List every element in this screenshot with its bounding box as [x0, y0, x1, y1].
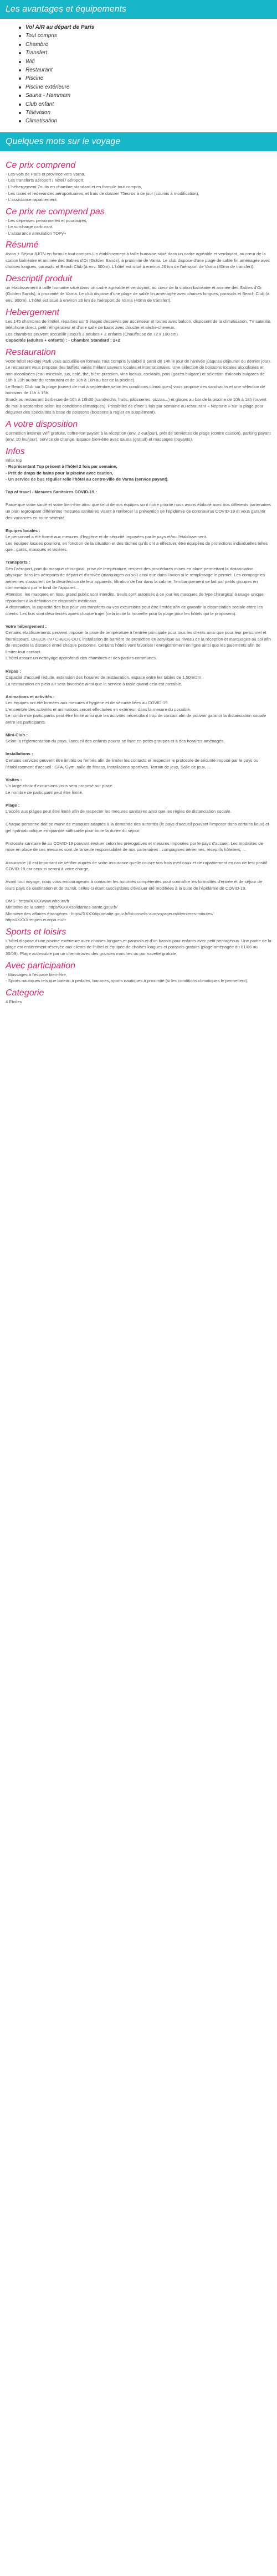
section-subheading: Restauration	[6, 347, 56, 357]
paragraph: Le Beach Club sur la plage (ouvert de mai à septembre selon les conditions climatiques) vous propose des sandwichs et une sélection de boissons de 11h à 15h.	[6, 384, 265, 396]
about-section	[0, 132, 277, 1010]
section-subheading: Descriptif produit	[6, 273, 73, 283]
advantage-item: Climatisation	[0, 117, 277, 125]
paragraph: OMS : https//XXXXwww.who.int/fr	[6, 898, 69, 904]
paragraph: - Les dépenses personnelles et pourboires,	[6, 218, 88, 223]
section-subheading: Categorie	[6, 988, 44, 998]
advantage-item: Transfert	[0, 49, 277, 57]
advantages-heading: Les avantages et équipements	[0, 0, 277, 19]
paragraph-spacer	[6, 853, 271, 860]
paragraph-spacer	[6, 745, 271, 751]
paragraph: L'ensemble des activités et animations seront effectuées en extérieur, dans la mesure du possible.	[6, 706, 191, 712]
paragraph: - Sports nautiques tels que bateau à pédales, bananes, sports nautiques à proximité (si les conditions climatiques le permettent).	[6, 978, 249, 984]
paragraph: Avant tout voyage, nous vous encourageons à contacter les autorités compétentes pour connaître les formalités d'entrée et de séjour de leurs pays de destination et de transit, celles-ci étant susceptibles d'évoluer été modifiées à la suite de l'épidémie de COVID-19.	[6, 879, 263, 891]
paragraph: - Les transferts aéroport / hôtel / aéroport,	[6, 178, 85, 183]
paragraph-spacer	[6, 662, 271, 668]
advantage-item: Sauna - Hammam	[0, 91, 277, 100]
paragraph-spacer	[6, 815, 271, 822]
paragraph-spacer	[6, 891, 271, 898]
advantage-item: Wifi	[0, 58, 277, 66]
paragraph-spacer	[6, 725, 271, 732]
paragraph: - L'hébergement 7nuits en chambre standard et en formule tout compris,	[6, 184, 142, 189]
paragraph: Le nombre de participant peut être limité.	[6, 789, 83, 795]
paragraph: - Le surcharge carburant,	[6, 224, 54, 230]
section-subheading: Sports et loisirs	[6, 927, 66, 937]
paragraph: La restauration en plein air sera favorisée ainsi que le service à table quand cela est possible.	[6, 681, 182, 686]
advantage-item: Restaurant	[0, 66, 277, 74]
paragraph: Les 145 chambres de l'hôtel, réparties sur 5 étages desservis par ascenseur et toutes avec balcon, disposent de la climatisation, TV satellite, téléphone direct, petit réfrigérateur et d'une salle de bains avec douche et sèche-cheveux.	[6, 318, 271, 331]
paragraph: Ministère des affaires étrangères : https//XXXXdiplomatie.gouv.fr/fr/conseils-aux-voyageurs/dernieres-minutes/	[6, 911, 214, 916]
paragraph: https//XXXXreopen.europa.eu/fr	[6, 917, 66, 923]
paragraph: Installations :	[6, 751, 33, 757]
section-subheading: A votre disposition	[6, 419, 78, 429]
paragraph: L'hôtel assure un nettoyage approfondi des chambres et des parties communes.	[6, 655, 157, 661]
paragraph: Les chambres peuvent accueillir jusqu'à 2 adultes + 2 enfants (Chauffeuse de 72 x 190 cm).	[6, 331, 179, 337]
paragraph: Mini-Club :	[6, 732, 28, 737]
paragraph: - Prêt de draps de bains pour la piscine avec caution,	[6, 470, 114, 476]
section-subheading: Hebergement	[6, 307, 59, 317]
paragraph: Certains services peuvent être limités ou fermés afin de limiter les contacts et respecter le protocole de sécurité imposé par le pays ou l'établissement d'accueil : SPA, Gym, salle de fitness, Installations sportives, Terrain de jeux, Salle de jeux, ...	[6, 758, 259, 770]
paragraph: - Un service de bus régulier relie l'hôtel au centre-ville de Varna (service payant).	[6, 477, 169, 482]
paragraph: - Les taxes et redevances aéroportuaires, et frais de dossier 75euros à ce jour (soumis à modification),	[6, 190, 199, 196]
paragraph: Selon la réglementation du pays, l'accueil des enfants pourra se faire en petits groupes et à des horaires aménagés.	[6, 739, 225, 744]
advantage-item: Piscine	[0, 74, 277, 82]
advantage-item: Tout compris	[0, 32, 277, 40]
about-heading: Quelques mots sur le voyage	[0, 132, 277, 151]
paragraph-spacer	[6, 770, 271, 777]
advantage-item: Piscine extérieure	[0, 83, 277, 91]
paragraph: Attention, les masques en tissu grand public sont interdits. Seuls sont autorisés à ce jour les masques de type chirurgical à usage unique répondant à la définition de dispositifs médicaux.	[6, 592, 264, 603]
paragraph: Le nombre de participants peut être limité ainsi que les activités nécessitant trop de contact afin de pouvoir garantir la distanciation sociale entre les participants.	[6, 713, 266, 725]
paragraph: L'hôtel dispose d'une piscine extérieure avec chaises longues et parasols et d'un bassin pour enfants avec petit pentagéous. Une partie de la plage est entièrement réservée aux clients de l'hôtel et équipée de chaises longues et parasols gratuits (plage aménagée du 01/06 au 30/09). Plage accessible par un chemin avec des grandes marches ou par navette gratuite.	[6, 938, 271, 956]
paragraph: Top of travel - Mesures Sanitaires COVID-19 :	[6, 489, 97, 495]
paragraph-spacer	[6, 483, 271, 489]
paragraph: Parce que votre santé et votre bien-être ainsi que celui de nos équipes sont notre priorité nous avons élaboré avec nos différents partenaires un plan regroupant différentes mesures sanitaires visant à renforcer la prévention de l'épidémie de coronavirus COVID-19 et vous garantir des vacances en toute sérénité.	[6, 502, 271, 520]
paragraph: Dès l'aéroport, port du masque chirurgical, prise de température, respect des procédures mises en place permettant la distanciation physique dans les aéroports de départ et d'arrivée (marquages au sol) ainsi que dans l'avion si le remplissage le permet. Les compagnies aériennes s'assurent de la désinfection de leur appareils, filtration de l'air dans la cabine, l'embarquement se fait par petits groupes en commençant par le fond de l'appareil...	[6, 566, 265, 591]
paragraph: Infos top	[6, 457, 22, 463]
paragraph: Les équipes ont été formées aux mesures d'hygiène et de sécurité liées au COVID-19.	[6, 700, 169, 706]
paragraph: Transports :	[6, 560, 30, 565]
paragraph-spacer	[6, 834, 271, 840]
paragraph: Capacité d'accueil réduite, extension des horaires de restauration, espace entre les tables de 1,50m/2m.	[6, 675, 203, 680]
paragraph: Repas :	[6, 668, 21, 674]
paragraph: Les équipes locales pourront, en fonction de la situation et des tâches qu'ils ont à effectuer, être équipées de protections individuelles telles que : gants, masques et visières.	[6, 540, 268, 553]
paragraph: Animations et activités :	[6, 694, 55, 699]
paragraph: Votre hébergement :	[6, 623, 47, 629]
advantage-item: Vol A/R au départ de Paris	[0, 23, 277, 32]
paragraph: Votre hôtel Holiday Park vous accueille en formule Tout compris (valable à partir de 14h le jour de l'arrivée jusqu'au déjeuner du dernier jour). Le restaurant vous propose des buffets variés mêlant saveurs locales et internationales. Une sélection de boissons locales alcoolisées et non alcoolisées (eau minérale, jus, café, thé, bière pression, vins locaux, cocktails, pois (gazés bulgare) et sélection d'alcools bulgares de 10h à 23h au bar du restaurant et de 10h à 18h au bar de la piscine).	[6, 358, 271, 383]
section-subheading: Ce prix comprend	[6, 160, 76, 170]
paragraph-spacer	[6, 553, 271, 560]
paragraph-spacer	[6, 687, 271, 694]
paragraph: - Massages à l'espace bien-être,	[6, 972, 67, 977]
paragraph: un établissement à taille humaine situé dans un cadre agréable et verdoyant, au cœur de la station balnéaire et animée des Sables d'Or (Golden Sands), à proximité de Varna. Le club dispose d'une plage de sable fin aménagée avec chaises longues, parasols et Beach Club (à env. 300m). L'hôtel est situé à environ 26 km de l'aéroport de Varna (40mn de transfert).	[6, 285, 270, 303]
advantages-list	[0, 23, 277, 126]
section-subheading: Ce prix ne comprend pas	[6, 207, 105, 216]
paragraph: Visites :	[6, 777, 22, 782]
section-subheading: Résumé	[6, 240, 39, 250]
advantage-item: Télévision	[0, 109, 277, 117]
paragraph: Certains établissements peuvent imposer la prise de température à l'entrée principale pour tous les clients ainsi que pour leur personnel et fournisseurs. CHECK-IN / CHECK-OUT, installation de barrière de protection en acrylique au niveau de la réception et marquages au sol afin de respecter la distance entre chaque personne. Certains hôtels vont favoriser l'enregistrement en ligne ainsi que les paiements afin de limiter tout contact.	[6, 630, 271, 654]
paragraph: 4 Etoiles	[6, 999, 22, 1004]
advantages-section	[0, 0, 277, 132]
paragraph: Assurance : il est important de vérifier auprès de votre assurance quelle couvre vos frais médicaux et de rapatriement en cas de test positif COVID-19 car ceux-ci seront à votre charge.	[6, 860, 268, 872]
paragraph: Connexion internet Wifi gratuite, coffre-fort payant à la réception (env. 2 eur/jour), prêt de serviettes de plage (contre caution), parking payant (env. 10 leu/jour), service de change. Espace bien-être avec sauna (gratuit) et massages (payants).	[6, 430, 271, 442]
paragraph: Capacités (adultes + enfants) : - Chambre Standard : 2+2	[6, 338, 120, 343]
paragraph: Avion + Séjour 8J/7N en formule tout compris Un établissement à taille humaine situé dans un cadre agréable et verdoyant, au cœur de la station balnéaire et animée des Sables d'Or (Golden Sands), à proximité de Varna. Le club dispose d'une plage de sable fin aménagée avec chaises longues, parasols et Beach Club (à env. 300m). L'hôtel est situé à environ 26 km de l'aéroport de Varna (40mn de transfert).	[6, 251, 270, 270]
advantage-item: Chambre	[0, 40, 277, 49]
paragraph-spacer	[6, 521, 271, 528]
paragraph: Plage :	[6, 802, 20, 808]
paragraph: - L'assurance annulation TOPy+	[6, 230, 66, 236]
paragraph: Protocole sanitaire lié au COVID-19 pouvant évoluer selon les prérogatives et mesures imposées par le pays d'accueil. Les modalités de mise en place de ces mesures sont de la seule responsabilité de nos partenaires : compagnies aériennes, réceptifs hôteliers, ...	[6, 840, 263, 853]
paragraph: Equipes locales :	[6, 528, 40, 533]
paragraph: Un large choix d'excursions vous sera proposé sur place.	[6, 783, 114, 789]
paragraph-spacer	[6, 796, 271, 802]
paragraph-spacer	[6, 617, 271, 623]
paragraph: L'accès aux plages peut être limité afin de respecter les mesures sanitaires ainsi que les règles de distanciation sociale.	[6, 809, 232, 814]
paragraph: Snack au restaurant barbecue de 16h à 16h30 (sandwichs, fruits, pâtisseries, pizzas...) et glaces au bar de la piscine de 10h à 18h (ouvert de mai à septembre selon les conditions climatiques). Possibilité de dîner 1 fois par semaine au restaurant « Neptune » sur la plage pour déguster des spécialités à base de poissons (boissons à régler en supplément).	[6, 397, 266, 415]
paragraph: Chaque personne doit se munir de masques adaptés à la demande des autorités (le pays d'accueil pouvant l'imposer dans certains lieux) et gel hydroalcoolique en quantité suffisante pour toute la durée du séjour.	[6, 822, 269, 833]
paragraph: - L'assistance rapatriement	[6, 197, 57, 203]
section-subheading: Avec participation	[6, 961, 75, 970]
about-body	[0, 151, 277, 1010]
advantage-item: Club enfant	[0, 100, 277, 109]
paragraph: A destination, la capacité des bus pour vos transferts ou vos excursions peut être limitée afin de garantir la distanciation sociale entre les clients. Les bus sont désinfectés après chaque trajet (cela incite la nouvelle pour la plage pour les hôtels qui le proposent).	[6, 605, 263, 616]
paragraph: - Les vols de Paris et province vers Varna,	[6, 171, 85, 177]
paragraph-spacer	[6, 873, 271, 879]
paragraph: Le personnel a été formé aux mesures d'hygiène et de sécurité imposées par le pays et/ou l'établissement.	[6, 534, 207, 540]
paragraph: - Représentant Top présent à l'hôtel 2 fois par semaine,	[6, 464, 117, 469]
section-subheading: Infos	[6, 446, 25, 456]
paragraph: Ministère de la santé : https//XXXXsolidarites-sante.gouv.fr/	[6, 905, 117, 910]
paragraph-spacer	[6, 495, 271, 502]
